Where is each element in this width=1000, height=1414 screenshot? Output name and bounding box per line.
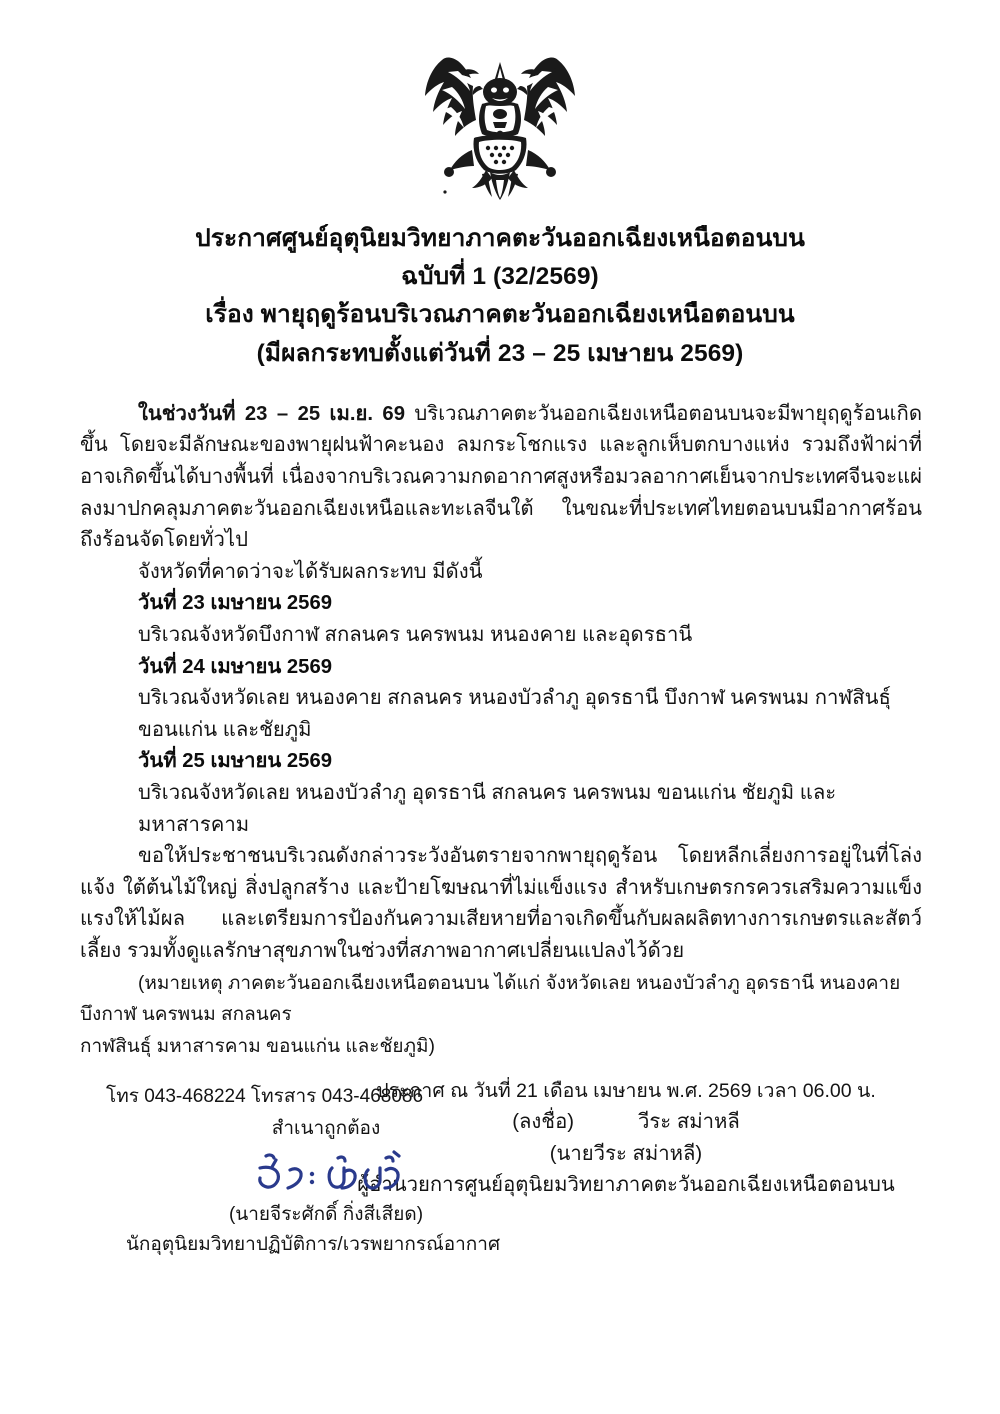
heading-line-4: (มีผลกระทบตั้งแต่วันที่ 23 – 25 เมษายน 2569)	[256, 339, 744, 367]
heading-line-2: ฉบับที่ 1 (32/2569)	[401, 263, 599, 291]
emblem-container	[0, 0, 1000, 204]
handwritten-signature-container	[96, 1146, 556, 1200]
signer-name-parenthetical: (นายวีระ สม่าหลี)	[549, 1143, 703, 1166]
contact-line: โทร 043-468224 โทรสาร 043-468086	[106, 1086, 424, 1107]
garuda-emblem	[412, 42, 588, 204]
affected-provinces-intro: จังหวัดที่คาดว่าจะได้รับผลกระทบ มีดังนี้	[138, 560, 483, 583]
advisory-paragraph: ขอให้ประชาชนบริเวณดังกล่าวระวังอันตรายจากพายุฤดูร้อน โดยหลีกเลี่ยงการอยู่ในที่โล่งแจ้ง ใต้ต้นไม้ใหญ่ สิ่งปลูกสร้าง และป้ายโฆษณาที่ไม่แข็งแรง สำหรับเกษตรกรควรเสริมความแข็งแรงให้ไม้ผล และเตรียมการป้องกันความเสียหายที่อาจเกิดขึ้นกับผลผลิตทางการเกษตรและสัตว์เลี้ยง รวมทั้งดูแลรักษาสุขภาพในช่วงที่สภาพอากาศเปลี่ยนแปลงไว้ด้วย	[80, 845, 922, 962]
issued-date-line: ประกาศ ณ วันที่ 21 เดือน เมษายน พ.ศ. 2569 เวลา 06.00 น.	[376, 1080, 876, 1103]
certifier-name: (นายจีระศักดิ์ กิ่งสีเสียด)	[228, 1204, 424, 1225]
day-1-provinces: บริเวณจังหวัดบึงกาฬ สกลนคร นครพนม หนองคาย และอุดรธานี	[138, 624, 693, 647]
document-footer	[96, 1082, 556, 1260]
note-line-2: กาฬสินธุ์ มหาสารคาม ขอนแก่น และชัยภูมิ)	[80, 1035, 435, 1057]
signer-title: ผู้อำนวยการศูนย์อุตุนิยมวิทยาภาคตะวันออกเฉียงเหนือตอนบน	[357, 1174, 895, 1197]
handwritten-signature-icon	[226, 1146, 426, 1200]
document-body	[78, 399, 922, 1201]
note-paragraph	[80, 968, 922, 1063]
signer-name: วีระ สม่าหลี	[638, 1111, 740, 1134]
intro-text: บริเวณภาคตะวันออกเฉียงเหนือตอนบนจะมีพายุฤดูร้อนเกิดขึ้น โดยจะมีลักษณะของพายุฝนฟ้าคะนอง ลมกระโชกแรง และลูกเห็บตกบางแห่ง รวมถึงฟ้าผ่าที่อาจเกิดขึ้นได้บางพื้นที่ เนื่องจากบริเวณความกดอากาศสูงหรือมวลอากาศเย็นจากประเทศจีนจะแผ่ลงมาปกคลุมภาคตะวันออกเฉียงเหนือและทะเลจีนใต้ ในขณะที่ประเทศไทยตอนบนมีอากาศร้อนถึงร้อนจัดโดยทั่วไป	[80, 402, 923, 552]
day-2-provinces: บริเวณจังหวัดเลย หนองคาย สกลนคร หนองบัวลำภู อุดรธานี บึงกาฬ นครพนม กาฬสินธุ์ ขอนแก่น และชัยภูมิ	[138, 687, 891, 741]
day-2-date: วันที่ 24 เมษายน 2569	[138, 655, 333, 678]
day-1-date: วันที่ 23 เมษายน 2569	[138, 592, 333, 615]
signed-label: (ลงชื่อ)	[512, 1111, 575, 1134]
certify-label: สำเนาถูกต้อง	[271, 1118, 381, 1139]
heading-line-1: ประกาศศูนย์อุตุนิยมวิทยาภาคตะวันออกเฉียงเหนือตอนบน	[195, 225, 805, 252]
day-3-provinces: บริเวณจังหวัดเลย หนองบัวลำภู อุดรธานี สกลนคร นครพนม ขอนแก่น ชัยภูมิ และมหาสารคาม	[138, 782, 837, 836]
intro-date-range: ในช่วงวันที่ 23 – 25 เม.ย. 69	[138, 402, 405, 425]
heading-line-3: เรื่อง พายุฤดูร้อนบริเวณภาคตะวันออกเฉียงเหนือตอนบน	[205, 301, 795, 329]
certifier-role: นักอุตุนิยมวิทยาปฏิบัติการ/เวรพยากรณ์อากาศ	[125, 1234, 501, 1255]
intro-paragraph	[80, 399, 922, 557]
document-heading	[0, 220, 1000, 373]
note-line-1: (หมายเหตุ ภาคตะวันออกเฉียงเหนือตอนบน ได้แก่ จังหวัดเลย หนองบัวลำภู อุดรธานี หนองคาย บึงกาฬ นครพนม สกลนคร	[80, 972, 901, 1026]
day-3-date: วันที่ 25 เมษายน 2569	[138, 750, 333, 773]
